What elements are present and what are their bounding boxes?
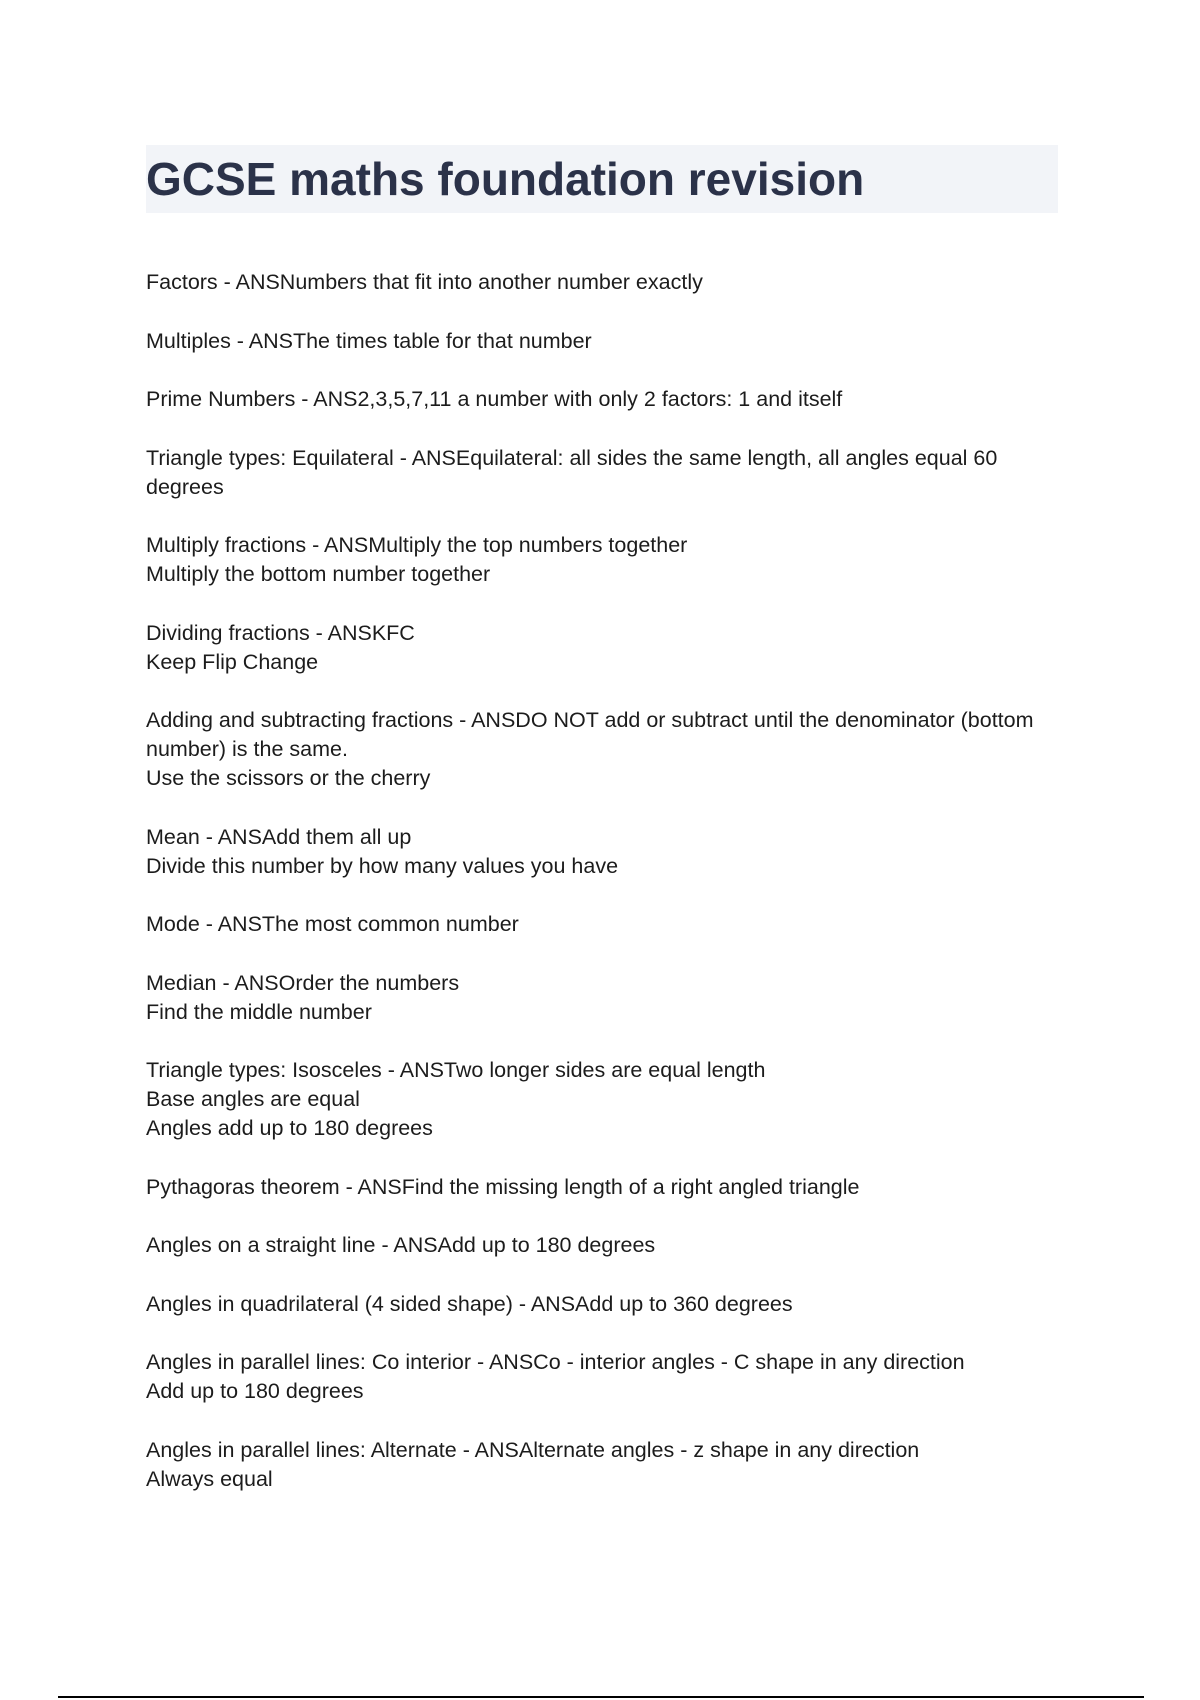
qa-line: Triangle types: Isosceles - ANSTwo longer sides are equal length	[146, 1058, 766, 1082]
qa-line: Factors - ANSNumbers that fit into another number exactly	[146, 270, 703, 294]
qa-line: Triangle types: Equilateral - ANSEquilateral: all sides the same length, all angles equal 60 degrees	[146, 445, 998, 499]
qa-line: Mode - ANSThe most common number	[146, 912, 519, 936]
qa-line: Angles in parallel lines: Co interior - ANSCo - interior angles - C shape in any direction	[146, 1350, 965, 1374]
title-band	[146, 145, 1058, 213]
qa-item	[146, 1436, 1056, 1494]
qa-item	[146, 823, 1056, 881]
qa-item	[146, 1231, 1056, 1260]
qa-item	[146, 385, 1056, 414]
qa-item	[146, 1348, 1056, 1406]
qa-item	[146, 1056, 1056, 1143]
qa-item	[146, 969, 1056, 1027]
page-title: GCSE maths foundation revision	[146, 153, 865, 205]
qa-line: Use the scissors or the cherry	[146, 766, 431, 790]
qa-line: Divide this number by how many values you have	[146, 853, 619, 878]
qa-item	[146, 268, 1056, 297]
qa-line: Pythagoras theorem - ANSFind the missing length of a right angled triangle	[146, 1174, 860, 1199]
qa-line: Base angles are equal	[146, 1087, 360, 1111]
qa-item	[146, 910, 1056, 939]
qa-line: Keep Flip Change	[146, 649, 319, 674]
qa-item	[146, 619, 1056, 677]
qa-line: Adding and subtracting fractions - ANSDO NOT add or subtract until the denominator (bottom number) is the same.	[146, 708, 1034, 761]
qa-line: Find the middle number	[146, 999, 372, 1024]
qa-item	[146, 531, 1056, 589]
qa-item	[146, 327, 1056, 356]
qa-line: Mean - ANSAdd them all up	[146, 824, 412, 849]
qa-line: Median - ANSOrder the numbers	[146, 970, 460, 995]
qa-line: Prime Numbers - ANS2,3,5,7,11 a number with only 2 factors: 1 and itself	[146, 387, 843, 411]
footer-rule	[58, 1696, 1144, 1698]
qa-line: Dividing fractions - ANSKFC	[146, 620, 415, 645]
qa-line: Add up to 180 degrees	[146, 1379, 364, 1403]
qa-item	[146, 1173, 1056, 1202]
qa-line: Angles add up to 180 degrees	[146, 1116, 433, 1140]
qa-list	[146, 268, 1056, 1523]
qa-item	[146, 706, 1056, 793]
qa-line: Angles in quadrilateral (4 sided shape) - ANSAdd up to 360 degrees	[146, 1291, 793, 1316]
qa-line: Angles in parallel lines: Alternate - ANSAlternate angles - z shape in any direction	[146, 1437, 920, 1462]
qa-line: Multiples - ANSThe times table for that number	[146, 328, 592, 353]
qa-item	[146, 1290, 1056, 1319]
qa-line: Angles on a straight line - ANSAdd up to 180 degrees	[146, 1233, 656, 1257]
qa-item	[146, 444, 1056, 502]
qa-line: Always equal	[146, 1466, 273, 1491]
qa-line: Multiply fractions - ANSMultiply the top numbers together	[146, 533, 688, 557]
qa-line: Multiply the bottom number together	[146, 562, 491, 586]
